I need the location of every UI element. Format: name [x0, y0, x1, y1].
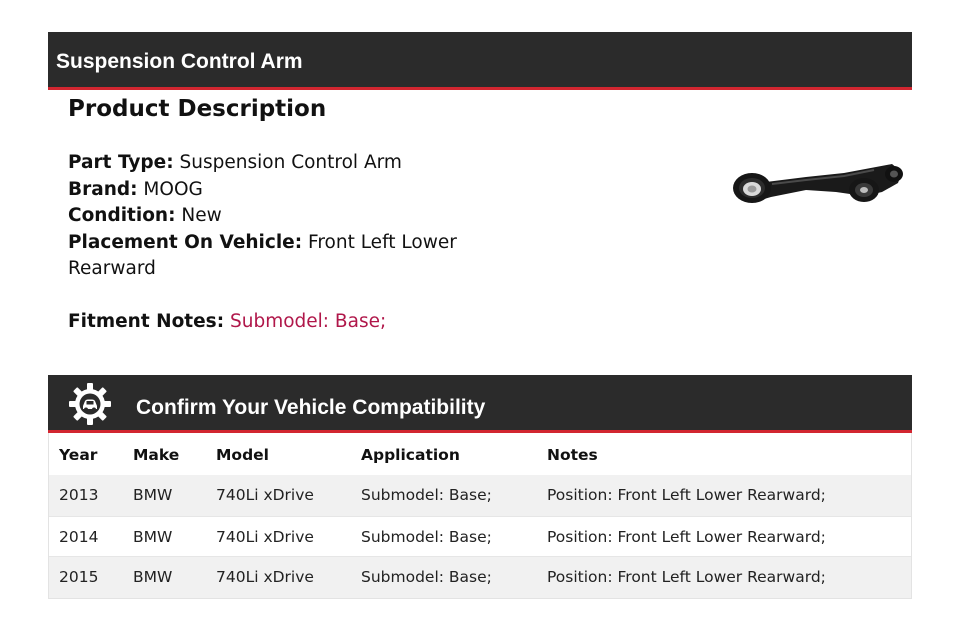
fitment-value: Submodel: Base; [229, 310, 387, 332]
part-type-row [68, 150, 458, 177]
gear-car-icon [68, 382, 112, 426]
product-details [68, 150, 458, 335]
cell-application: Submodel: Base; [361, 528, 492, 546]
compatibility-table [48, 433, 912, 599]
placement-value: Front Left Lower Rearward [68, 231, 457, 279]
column-header-year: Year [59, 446, 98, 464]
column-header-application: Application [361, 446, 460, 464]
column-header-make: Make [133, 446, 180, 464]
compatibility-title: Confirm Your Vehicle Compatibility [136, 396, 486, 419]
product-title: Suspension Control Arm [56, 50, 303, 73]
condition-label: Condition: [68, 205, 176, 226]
cell-make: BMW [133, 568, 173, 586]
compatibility-header-bar [48, 375, 912, 433]
cell-year: 2013 [59, 486, 99, 504]
cell-make: BMW [133, 528, 173, 546]
control-arm-image [726, 152, 908, 212]
description-heading: Product Description [68, 96, 327, 122]
column-header-notes: Notes [547, 446, 598, 464]
table-row [49, 475, 911, 516]
cell-notes: Position: Front Left Lower Rearward; [547, 528, 826, 546]
placement-label: Placement On Vehicle: [68, 231, 303, 253]
cell-notes: Position: Front Left Lower Rearward; [547, 486, 826, 504]
cell-year: 2015 [59, 568, 99, 586]
table-row [49, 516, 911, 557]
brand-row [68, 177, 458, 204]
condition-value: New [181, 205, 222, 226]
table-row [49, 557, 911, 598]
cell-notes: Position: Front Left Lower Rearward; [547, 568, 826, 586]
cell-application: Submodel: Base; [361, 486, 492, 504]
fitment-label: Fitment Notes: [68, 310, 225, 332]
cell-model: 740Li xDrive [216, 528, 314, 546]
placement-row [68, 230, 458, 283]
brand-value: MOOG [143, 178, 203, 200]
part-type-label: Part Type: [68, 152, 174, 173]
part-type-value: Suspension Control Arm [179, 152, 402, 173]
cell-make: BMW [133, 486, 173, 504]
fitment-row [68, 309, 458, 336]
product-header-bar [48, 32, 912, 90]
column-header-model: Model [216, 446, 269, 464]
cell-model: 740Li xDrive [216, 568, 314, 586]
brand-label: Brand: [68, 178, 138, 200]
cell-year: 2014 [59, 528, 99, 546]
cell-model: 740Li xDrive [216, 486, 314, 504]
cell-application: Submodel: Base; [361, 568, 492, 586]
table-header-row [49, 433, 911, 475]
condition-row [68, 203, 458, 230]
